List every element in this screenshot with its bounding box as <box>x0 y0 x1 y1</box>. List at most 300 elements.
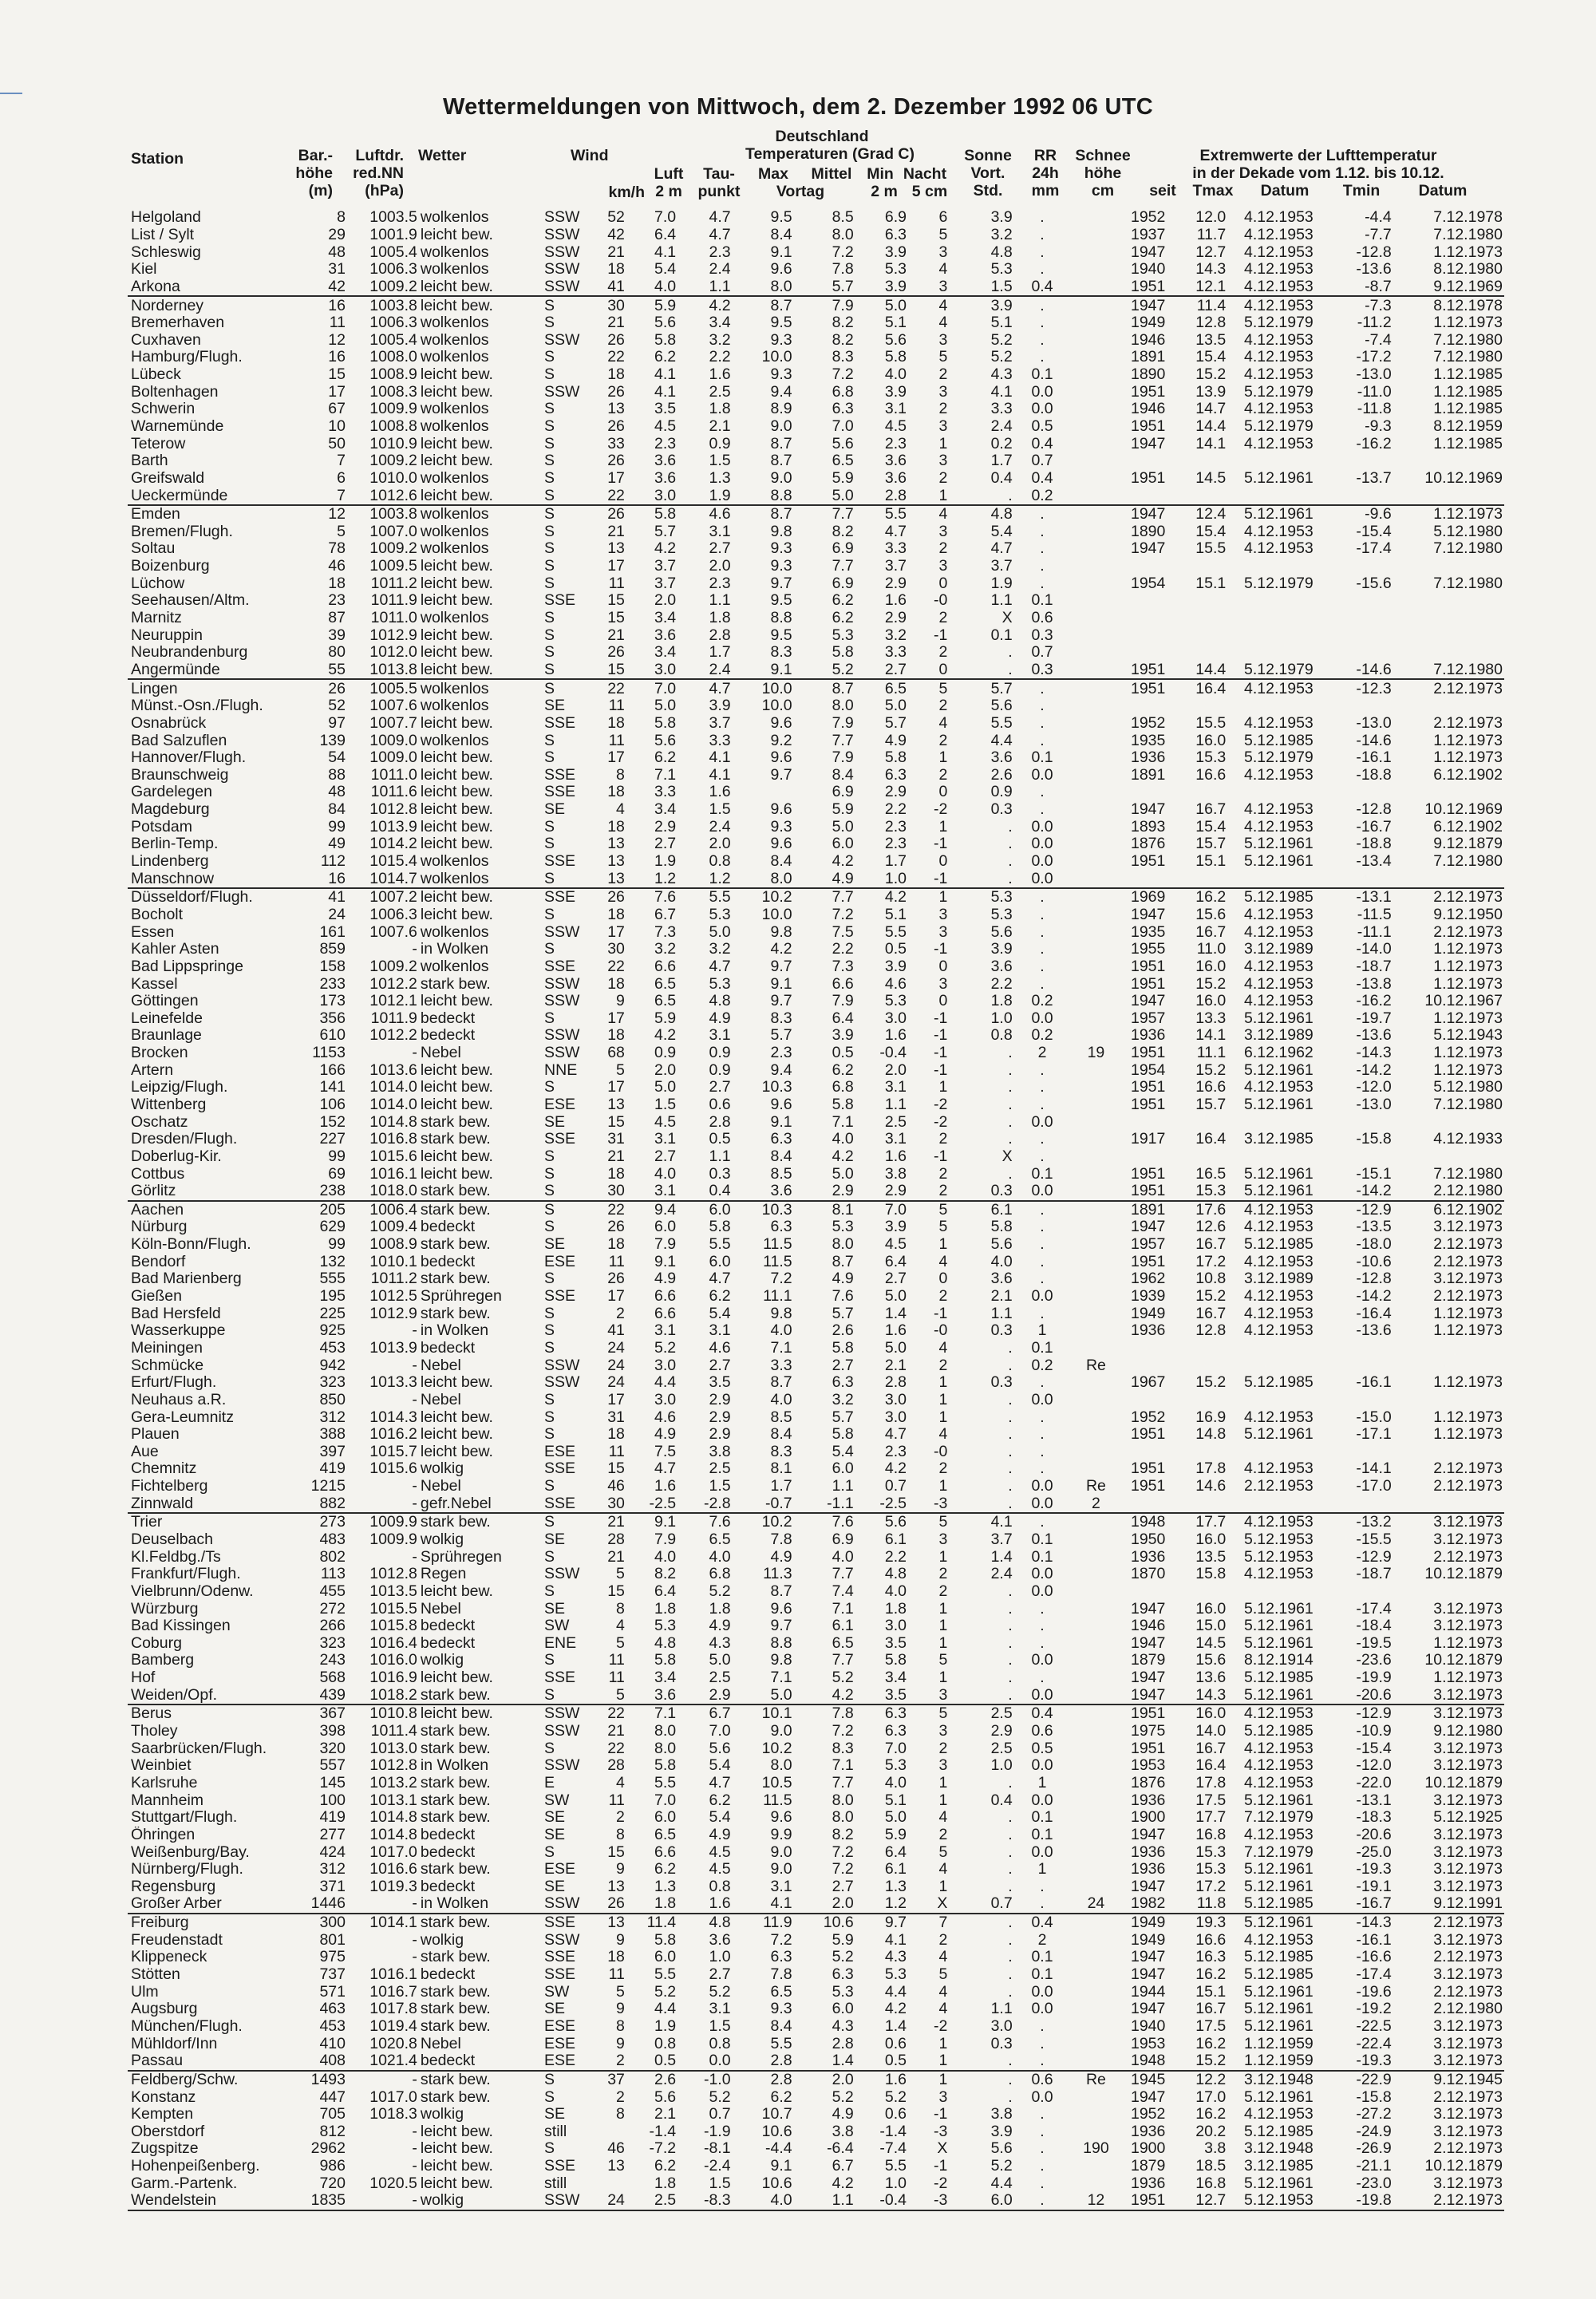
cell-min-2m: 4.4 <box>884 1983 907 2001</box>
cell-mittel-vortag: 6.9 <box>832 1531 854 1548</box>
cell-wind-richtung: SSW <box>544 1757 580 1775</box>
cell-min-2m: 5.1 <box>884 906 907 923</box>
cell-taupunkt: 6.8 <box>709 1565 731 1583</box>
cell-schnee <box>1070 1931 1121 1949</box>
cell-station: Karlsruhe <box>131 1774 198 1791</box>
table-row <box>128 331 1504 349</box>
cell-luft-2m: 8.0 <box>654 1740 677 1757</box>
cell-bar-hoehe: 141 <box>319 1079 346 1096</box>
table-row <box>128 1009 1504 1027</box>
cell-datum-tmin: 1.12.1973 <box>1433 1425 1503 1444</box>
cell-luft-2m: 5.5 <box>654 1774 677 1791</box>
cell-station: Neuruppin <box>131 626 203 644</box>
cell-schnee <box>1070 1322 1121 1340</box>
cell-nacht-5cm: X <box>937 1895 948 1913</box>
cell-datum-tmin: 9.12.1950 <box>1433 906 1503 923</box>
cell-taupunkt: 4.7 <box>709 958 731 975</box>
cell-tmax: 15.7 <box>1195 835 1227 853</box>
cell-luft-2m: 7.3 <box>654 923 677 941</box>
cell-luft-2m: 3.0 <box>654 661 677 678</box>
cell-min-2m: 2.7 <box>884 661 907 678</box>
cell-schnee <box>1070 1027 1121 1045</box>
cell-max-vortag: 9.3 <box>770 818 792 835</box>
cell-max-vortag: 8.7 <box>770 452 792 470</box>
cell-bar-hoehe: 323 <box>319 1373 346 1392</box>
cell-datum-tmax: 4.12.1953 <box>1244 226 1314 243</box>
cell-tmax: 16.8 <box>1195 1826 1227 1843</box>
cell-datum-tmax: 5.12.1961 <box>1244 2017 1314 2035</box>
cell-schnee <box>1070 1775 1121 1792</box>
cell-mittel-vortag: 8.0 <box>832 1808 854 1827</box>
cell-seit: 1939 <box>1130 1287 1166 1306</box>
cell-wind-richtung: S <box>544 1270 555 1288</box>
cell-rr-24h: . <box>1040 1148 1045 1165</box>
cell-rr-24h: 0.1 <box>1031 1548 1053 1566</box>
cell-schnee <box>1070 1618 1121 1635</box>
cell-mittel-vortag: 7.4 <box>832 1582 854 1600</box>
cell-tmax: 11.1 <box>1196 1044 1227 1062</box>
cell-datum-tmin: 2.12.1973 <box>1433 1477 1503 1495</box>
cell-seit <box>1122 697 1175 715</box>
cell-datum-tmin <box>1393 1583 1504 1601</box>
table-row <box>128 1165 1504 1183</box>
cell-seit: 1891 <box>1122 1201 1175 1219</box>
cell-luftdruck: 1016.4 <box>369 1634 417 1652</box>
cell-wind-richtung: SSW <box>544 992 580 1010</box>
cell-max-vortag: 9.1 <box>770 975 792 993</box>
cell-luft-2m: 7.1 <box>626 1704 678 1723</box>
cell-wind-richtung: SSW <box>544 1027 580 1045</box>
cell-wetter: Sprühregen <box>420 1548 502 1566</box>
cell-nacht-5cm: -1 <box>934 835 948 853</box>
cell-taupunkt: 2.9 <box>709 1425 731 1444</box>
cell-seit <box>1122 644 1175 662</box>
cell-max-vortag: 10.6 <box>761 2175 792 2192</box>
table-row <box>128 958 1504 976</box>
cell-luft-2m: 6.6 <box>654 958 677 975</box>
cell-tmin: -16.1 <box>1356 1931 1392 1949</box>
cell-wind-richtung: S <box>544 1079 555 1096</box>
table-row <box>128 1219 1504 1236</box>
cell-tmax: 17.7 <box>1195 1808 1227 1827</box>
cell-bar-hoehe: 17 <box>328 383 346 401</box>
cell-schnee <box>1070 1966 1121 1984</box>
cell-min-2m: 3.8 <box>884 1165 907 1183</box>
cell-taupunkt: 1.8 <box>709 401 731 418</box>
cell-max-vortag: 9.6 <box>770 1096 792 1113</box>
cell-seit: 1950 <box>1130 1531 1166 1548</box>
cell-datum-tmax <box>1227 1357 1329 1374</box>
cell-tmin: -19.9 <box>1356 1669 1392 1687</box>
cell-mittel-vortag: 5.0 <box>832 1165 854 1183</box>
cell-rr-24h: . <box>1040 2105 1045 2123</box>
cell-sonne: 3.9 <box>990 209 1013 227</box>
cell-datum-tmax <box>1227 452 1329 470</box>
cell-datum-tmax: 4.12.1953 <box>1227 1513 1329 1531</box>
cell-wind-richtung: ESE <box>544 1096 576 1113</box>
cell-luftdruck: 1017.0 <box>369 1843 417 1861</box>
cell-rr-24h: 0.1 <box>1031 1165 1053 1183</box>
cell-rr-24h: 0.2 <box>1031 1027 1053 1045</box>
cell-nacht-5cm: 3 <box>938 417 948 435</box>
cell-luft-2m: 7.6 <box>626 888 678 907</box>
cell-rr-24h: . <box>1040 1617 1045 1635</box>
cell-wind-richtung: S <box>544 1182 555 1200</box>
cell-wind-kmh: 11 <box>608 1652 625 1669</box>
cell-datum-tmax: 7.12.1979 <box>1244 1843 1314 1861</box>
cell-sonne: . <box>1008 1652 1013 1669</box>
cell-wind-kmh <box>592 2123 626 2140</box>
cell-rr-24h: . <box>1014 679 1071 697</box>
cell-schnee <box>1070 2175 1121 2192</box>
cell-tmin: -12.0 <box>1356 1079 1392 1096</box>
cell-max-vortag: 9.3 <box>770 540 792 558</box>
cell-station: Plauen <box>131 1425 180 1444</box>
cell-mittel-vortag: 7.9 <box>832 749 854 767</box>
header-schnee-2: höhe <box>1084 164 1122 182</box>
cell-rr-24h: 0.0 <box>1031 1477 1053 1495</box>
cell-tmax: 15.6 <box>1195 1652 1227 1669</box>
cell-luftdruck: 1013.8 <box>369 661 417 678</box>
cell-taupunkt: 1.1 <box>709 278 731 295</box>
cell-seit: 1891 <box>1130 349 1166 366</box>
cell-luftdruck: 1009.4 <box>369 1219 417 1236</box>
cell-seit <box>1122 870 1175 888</box>
cell-max-vortag: 5.5 <box>770 2035 792 2052</box>
cell-nacht-5cm: -3 <box>934 1495 948 1512</box>
cell-rr-24h: 0.2 <box>1031 1357 1053 1374</box>
cell-datum-tmin <box>1393 644 1504 662</box>
cell-min-2m: 5.5 <box>884 923 907 941</box>
cell-taupunkt: 5.2 <box>709 1582 731 1600</box>
cell-nacht-5cm: -1 <box>934 2105 948 2123</box>
cell-tmin: -18.8 <box>1356 766 1392 784</box>
cell-min-2m: 7.0 <box>855 1201 908 1219</box>
table-row <box>128 383 1504 401</box>
cell-wind-kmh: 21 <box>607 523 625 540</box>
cell-luftdruck: - <box>412 1391 417 1408</box>
cell-luft-2m: 3.0 <box>654 1391 677 1408</box>
cell-min-2m: 0.6 <box>884 2035 907 2052</box>
cell-luft-2m: 3.7 <box>654 575 677 592</box>
cell-bar-hoehe: 1446 <box>310 1895 346 1913</box>
cell-taupunkt: 5.3 <box>709 906 731 923</box>
cell-sonne: . <box>1008 1391 1013 1408</box>
cell-rr-24h: 0.0 <box>1031 1791 1053 1809</box>
cell-datum-tmax: 4.12.1953 <box>1244 1740 1314 1757</box>
cell-sonne: 5.6 <box>990 923 1013 941</box>
cell-sonne: 1.7 <box>990 452 1013 470</box>
cell-tmin <box>1330 1113 1393 1131</box>
cell-nacht-5cm: 1 <box>938 1669 948 1687</box>
cell-nacht-5cm: 3 <box>938 243 948 261</box>
cell-schnee <box>1070 261 1121 278</box>
cell-wetter: wolkenlos <box>419 679 543 697</box>
cell-taupunkt: 7.6 <box>678 1513 732 1531</box>
cell-tmax: 16.8 <box>1195 2175 1227 2192</box>
cell-schnee <box>1070 1374 1121 1392</box>
cell-wind-richtung: ESE <box>544 1253 576 1270</box>
cell-bar-hoehe: 986 <box>319 2157 346 2175</box>
cell-datum-tmax <box>1227 487 1329 505</box>
cell-nacht-5cm: 4 <box>938 1253 948 1270</box>
cell-seit: 1951 <box>1130 661 1166 678</box>
cell-luft-2m: -7.2 <box>649 2140 677 2158</box>
cell-schnee <box>1070 1740 1121 1757</box>
cell-bar-hoehe: 455 <box>319 1582 346 1600</box>
cell-datum-tmin <box>1393 697 1504 715</box>
cell-nacht-5cm: -1 <box>934 626 948 644</box>
cell-luft-2m: 5.8 <box>654 1652 677 1669</box>
cell-station: Manschnow <box>131 870 215 887</box>
cell-taupunkt: 1.6 <box>709 365 731 384</box>
cell-wetter: leicht bew. <box>420 1582 493 1600</box>
cell-luftdruck: 1018.2 <box>369 1686 417 1704</box>
cell-luft-2m: 3.0 <box>654 1357 677 1374</box>
cell-wind-kmh: 2 <box>616 2052 625 2070</box>
cell-taupunkt: 1.7 <box>709 644 731 662</box>
cell-luftdruck: 1011.0 <box>370 609 417 627</box>
table-row <box>128 1895 1504 1914</box>
cell-min-2m: -2.5 <box>879 1495 907 1512</box>
cell-station: Essen <box>131 923 175 941</box>
cell-mittel-vortag: 8.7 <box>832 1253 854 1270</box>
cell-nacht-5cm: 2 <box>938 1165 948 1183</box>
cell-wind-richtung: ENE <box>544 1634 577 1652</box>
cell-wind-kmh: 11 <box>608 1669 625 1687</box>
cell-taupunkt: 1.5 <box>709 1477 731 1495</box>
cell-wetter: leicht bew. <box>420 766 493 784</box>
cell-tmax: 16.0 <box>1195 1600 1227 1618</box>
cell-wetter: leicht bew. <box>420 906 493 923</box>
cell-seit: 1936 <box>1130 1843 1166 1861</box>
cell-bar-hoehe: 367 <box>286 1704 347 1723</box>
cell-rr-24h: 0.6 <box>1031 609 1053 627</box>
cell-seit: 1952 <box>1130 714 1166 732</box>
cell-wind-richtung: SSE <box>544 1287 576 1306</box>
cell-rr-24h: . <box>1040 243 1045 261</box>
cell-mittel-vortag: 8.0 <box>832 1791 854 1809</box>
cell-min-2m: 0.6 <box>884 2105 907 2123</box>
cell-schnee <box>1070 209 1121 227</box>
table-row <box>128 1513 1504 1531</box>
cell-bar-hoehe: 16 <box>286 296 347 314</box>
cell-min-2m: 6.1 <box>884 1860 907 1878</box>
cell-schnee <box>1070 1113 1121 1131</box>
cell-station: Aue <box>131 1443 159 1460</box>
cell-datum-tmax: 3.12.1948 <box>1227 2071 1329 2089</box>
cell-luft-2m: 6.4 <box>654 226 677 243</box>
table-row <box>128 1253 1504 1270</box>
cell-tmax: 17.2 <box>1195 1253 1227 1270</box>
cell-station: Cuxhaven <box>131 331 201 349</box>
cell-min-2m: 9.7 <box>855 1914 908 1932</box>
cell-tmax: 16.6 <box>1195 766 1227 784</box>
cell-wetter: wolkig <box>420 2105 464 2123</box>
cell-bar-hoehe: 15 <box>328 365 346 384</box>
cell-rr-24h: . <box>1040 800 1045 819</box>
cell-luft-2m: 2.0 <box>654 1061 677 1079</box>
cell-max-vortag: 7.8 <box>770 1531 792 1548</box>
weather-table-body <box>128 209 1504 2210</box>
header-vortag: Vortag <box>776 183 825 200</box>
cell-datum-tmin: 10.12.1879 <box>1424 1565 1503 1583</box>
cell-luftdruck: 1021.4 <box>369 2052 417 2070</box>
cell-max-vortag: 9.7 <box>770 575 792 592</box>
cell-sonne: 3.0 <box>990 2017 1013 2035</box>
cell-nacht-5cm: 5 <box>938 1652 948 1669</box>
cell-rr-24h: 0.0 <box>1031 2088 1053 2106</box>
cell-datum-tmax: 5.12.1985 <box>1227 888 1329 907</box>
cell-wetter: wolkenlos <box>419 505 543 523</box>
cell-luftdruck: 1012.5 <box>369 1287 417 1306</box>
cell-nacht-5cm: 2 <box>938 697 948 715</box>
cell-wetter: stark bew. <box>420 1270 491 1288</box>
cell-station: Trier <box>128 1513 286 1531</box>
cell-tmax: 14.3 <box>1195 1686 1227 1704</box>
cell-rr-24h: 0.6 <box>1031 1722 1053 1740</box>
cell-nacht-5cm: 5 <box>938 1965 948 1984</box>
cell-mittel-vortag: 6.4 <box>832 1009 854 1027</box>
cell-min-2m: 3.5 <box>884 1634 907 1652</box>
cell-schnee: 24 <box>1087 1895 1105 1913</box>
cell-datum-tmax: 4.12.1953 <box>1244 1253 1314 1270</box>
cell-datum-tmin: 5.12.1925 <box>1433 1808 1503 1827</box>
cell-bar-hoehe: 99 <box>328 1148 346 1165</box>
cell-seit: 1975 <box>1130 1722 1166 1740</box>
cell-luft-2m: 4.9 <box>654 1270 677 1288</box>
cell-rr-24h: . <box>1040 1443 1045 1460</box>
cell-luftdruck: 1016.6 <box>369 1860 417 1878</box>
cell-nacht-5cm: 0 <box>938 661 948 678</box>
cell-wind-kmh: 5 <box>616 1983 625 2001</box>
cell-min-2m: 5.6 <box>855 1513 908 1531</box>
cell-station: Weißenburg/Bay. <box>131 1843 250 1861</box>
cell-schnee <box>1070 1635 1121 1653</box>
cell-wind-kmh: 18 <box>607 260 625 278</box>
cell-seit: 1947 <box>1130 540 1166 558</box>
cell-rr-24h: . <box>1040 331 1045 349</box>
cell-luftdruck: 1012.9 <box>369 1305 417 1322</box>
cell-sonne: 4.8 <box>990 243 1013 261</box>
cell-station: Schmücke <box>131 1357 204 1374</box>
cell-station: Cottbus <box>131 1165 185 1183</box>
cell-nacht-5cm: 2 <box>938 766 948 784</box>
cell-max-vortag: 8.4 <box>770 2017 792 2035</box>
cell-min-2m: 1.4 <box>884 2017 907 2035</box>
cell-tmin: -16.6 <box>1356 1949 1392 1966</box>
cell-station: Hohenpeißenberg. <box>131 2157 260 2175</box>
cell-wind-kmh: 21 <box>607 243 625 261</box>
cell-min-2m: 3.1 <box>884 1079 907 1096</box>
cell-min-2m: 4.0 <box>884 1774 907 1791</box>
cell-wind-richtung: SSE <box>543 1914 592 1932</box>
cell-min-2m: 7.0 <box>884 1740 907 1757</box>
cell-datum-tmax: 4.12.1953 <box>1244 209 1314 227</box>
cell-wetter: bedeckt <box>420 1009 476 1027</box>
cell-tmin: -14.6 <box>1356 661 1392 678</box>
cell-taupunkt: 1.5 <box>709 452 731 470</box>
cell-luftdruck: 1012.9 <box>369 626 417 644</box>
cell-luftdruck: 1012.8 <box>369 1757 417 1775</box>
cell-datum-tmin: 1.12.1973 <box>1433 1305 1503 1322</box>
cell-max-vortag: 4.1 <box>770 1895 792 1913</box>
cell-bar-hoehe: 439 <box>319 1686 346 1704</box>
cell-max-vortag: 9.1 <box>770 661 792 678</box>
cell-tmin: -27.2 <box>1356 2105 1392 2123</box>
header-rr-3: mm <box>1031 182 1060 199</box>
cell-luft-2m: 4.0 <box>654 1548 677 1566</box>
cell-datum-tmin: 10.12.1879 <box>1424 1652 1503 1669</box>
cell-luft-2m: 6.5 <box>654 992 677 1010</box>
cell-luft-2m: 5.3 <box>654 1617 677 1635</box>
cell-luft-2m: 1.8 <box>654 1600 677 1618</box>
cell-nacht-5cm: 4 <box>938 2000 948 2018</box>
header-wind: Wind <box>571 147 609 164</box>
cell-wind-kmh: 24 <box>592 2192 626 2210</box>
cell-min-2m: 6.5 <box>855 679 908 697</box>
cell-wetter: leicht bew. <box>420 452 493 470</box>
cell-max-vortag: 9.6 <box>770 1808 792 1827</box>
cell-nacht-5cm: 3 <box>938 452 948 470</box>
cell-sonne: 2.4 <box>990 417 1013 435</box>
cell-wetter: leicht bew. <box>420 661 493 678</box>
table-row <box>128 2071 1504 2089</box>
cell-min-2m: 6.4 <box>884 1843 907 1861</box>
cell-datum-tmax: 5.12.1953 <box>1227 2192 1329 2210</box>
cell-station: Konstanz <box>131 2088 196 2106</box>
cell-mittel-vortag: 7.2 <box>832 1860 854 1878</box>
cell-tmin: -17.1 <box>1356 1425 1392 1444</box>
cell-rr-24h: 0.0 <box>1031 1182 1053 1200</box>
header-bar-2: höhe <box>295 164 333 182</box>
cell-tmin <box>1330 1443 1393 1460</box>
cell-taupunkt: 3.4 <box>709 314 731 332</box>
cell-nacht-5cm: 4 <box>938 314 948 332</box>
cell-max-vortag: 11.5 <box>763 1791 792 1809</box>
cell-rr-24h: 0.0 <box>1031 1565 1053 1583</box>
cell-datum-tmin <box>1393 1113 1504 1131</box>
cell-bar-hoehe: 48 <box>328 784 346 801</box>
cell-sonne: 6.0 <box>949 2192 1013 2210</box>
cell-wetter: bedeckt <box>420 1843 476 1861</box>
cell-tmin <box>1330 487 1393 505</box>
cell-wind-kmh: 13 <box>607 540 625 558</box>
cell-sonne: 3.6 <box>990 958 1013 975</box>
cell-rr-24h: . <box>1040 1408 1045 1426</box>
cell-datum-tmin <box>1393 558 1504 575</box>
cell-taupunkt: 3.1 <box>709 2000 731 2018</box>
cell-max-vortag: 9.7 <box>770 992 792 1010</box>
cell-sonne: . <box>1008 1860 1013 1878</box>
cell-schnee <box>1070 975 1121 993</box>
cell-rr-24h: . <box>1040 906 1045 923</box>
cell-luftdruck: - <box>412 1357 417 1374</box>
cell-tmax: 15.2 <box>1195 2052 1227 2070</box>
cell-schnee <box>1070 1983 1121 2001</box>
cell-tmin: -16.2 <box>1356 435 1392 452</box>
table-row <box>128 314 1504 332</box>
cell-tmax: 13.6 <box>1195 1669 1227 1687</box>
cell-wind-richtung: SW <box>544 1791 570 1809</box>
cell-mittel-vortag: 5.8 <box>832 644 854 662</box>
cell-mittel-vortag: 2.2 <box>832 940 854 958</box>
cell-mittel-vortag: 5.3 <box>832 1219 854 1236</box>
cell-seit: 1951 <box>1130 852 1166 871</box>
cell-seit: 1951 <box>1130 1079 1166 1096</box>
cell-tmin: -22.4 <box>1356 2035 1392 2052</box>
cell-bar-hoehe: 277 <box>319 1826 346 1843</box>
